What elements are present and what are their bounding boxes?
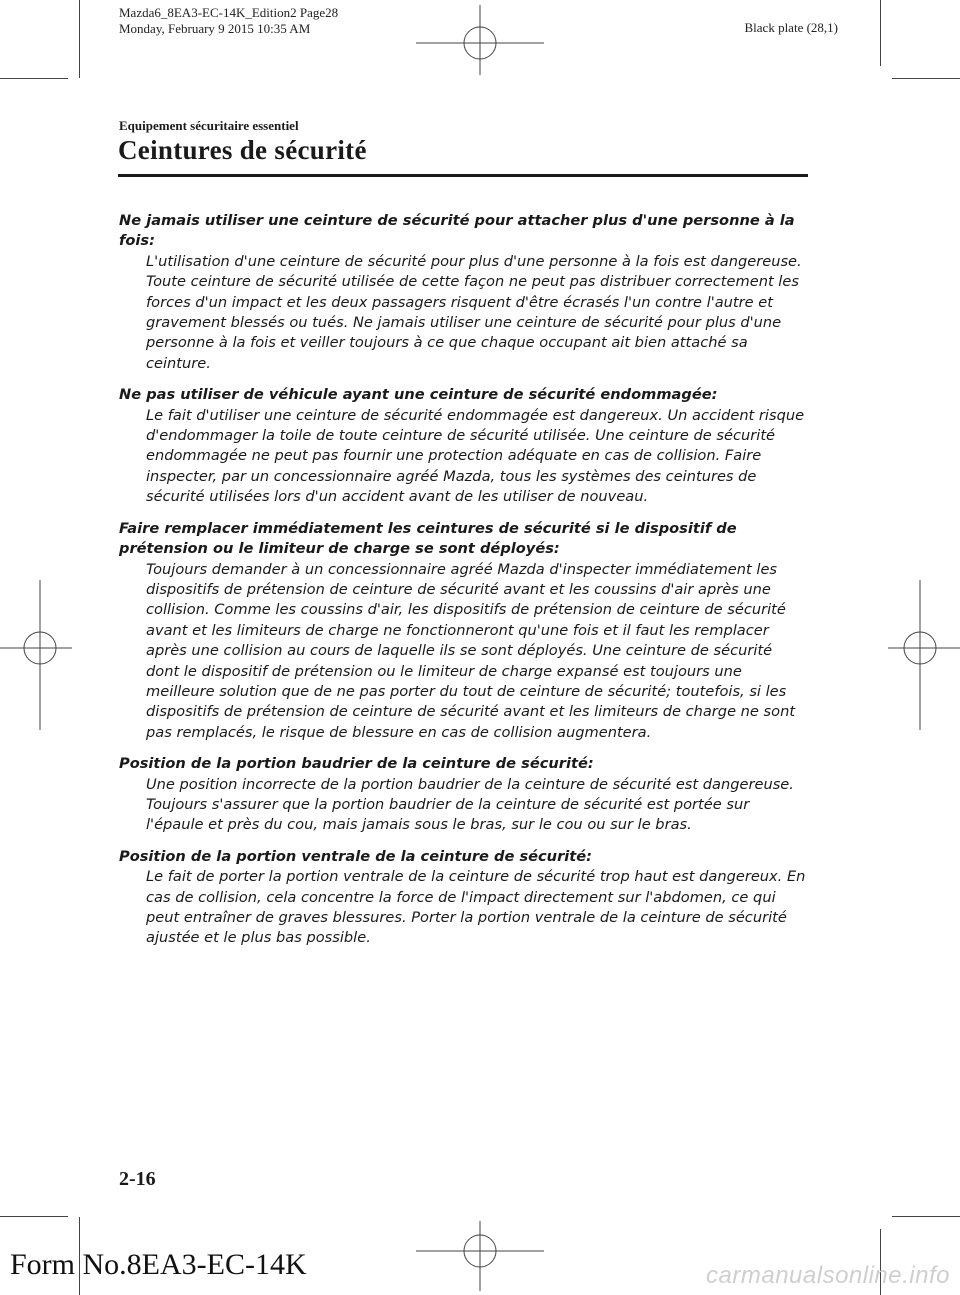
registration-mark-icon bbox=[888, 580, 960, 730]
registration-mark-icon bbox=[416, 5, 544, 75]
crop-mark bbox=[0, 1216, 68, 1217]
crop-mark bbox=[892, 78, 960, 79]
warning-item bbox=[119, 847, 809, 949]
warning-body: Une position incorrecte de la portion baudrier de la ceinture de sécurité est dangereuse. Toujours s'assurer que la portion baudrier de la ceinture de sécurité est portée sur l'épaule et près du cou, mais jamais sous le bras, sur le cou ou sur le bras. bbox=[146, 775, 794, 834]
warning-item bbox=[119, 385, 809, 507]
registration-mark-icon bbox=[0, 580, 72, 730]
warning-body: Toujours demander à un concessionnaire agréé Mazda d'inspecter immédiatement les dispositifs de prétension de ceinture de sécurité avant et les coussins d'air après une collision. Comme les coussins d'air, les dispositifs de prétension de ceinture de sécurité avant et les limiteurs de charge ne fonctionneront qu'une fois et il faut les remplacer après une collision au cours de laquelle ils se sont déployés. Une ceinture de sécurité dont le dispositif de prétension ou le limiteur de charge expansé est toujours une meilleure solution que de ne pas porter du tout de ceinture de sécurité; toutefois, si les dispositifs de prétension de ceinture de sécurité avant et les limiteurs de charge ne sont pas remplacés, le risque de blessure en cas de collision augmentera. bbox=[146, 560, 796, 741]
warning-heading: Position de la portion ventrale de la ceinture de sécurité: bbox=[119, 847, 592, 865]
print-file-name: Mazda6_8EA3-EC-14K_Edition2 Page28 bbox=[119, 5, 339, 20]
warning-body: Le fait d'utiliser une ceinture de sécurité endommagée est dangereux. Un accident risque d'endommager la toile de toute ceinture de sécurité utilisée. Une ceinture de sécurité endommagée ne peut pas fournir une protection adéquate en cas de collision. Faire inspecter, par un concessionnaire agréé Mazda, tous les systèmes des ceintures de sécurité utilisées lors d'un accident avant de les utiliser de nouveau. bbox=[146, 406, 805, 506]
warning-item bbox=[119, 211, 809, 374]
warning-list bbox=[119, 211, 809, 960]
crop-mark bbox=[880, 0, 881, 66]
warning-item bbox=[119, 519, 809, 743]
crop-mark bbox=[0, 78, 68, 79]
warning-heading: Ne jamais utiliser une ceinture de sécurité pour attacher plus d'une personne à la fois: bbox=[119, 212, 795, 250]
page-title: Ceintures de sécurité bbox=[118, 135, 367, 165]
print-file-info bbox=[119, 5, 338, 37]
warning-body: L'utilisation d'une ceinture de sécurité pour plus d'une personne à la fois est dangereuse. Toute ceinture de sécurité utilisée de cette façon ne peut pas distribuer correctement les forces d'un impact et les deux passagers risquent d'être écrasés l'un contre l'autre et gravement blessés ou tués. Ne jamais utiliser une ceinture de sécurité pour plus d'une personne à la fois et veiller toujours à ce que chaque occupant ait bien attaché sa ceinture. bbox=[146, 252, 802, 372]
page-number: 2-16 bbox=[119, 1168, 156, 1190]
warning-heading: Position de la portion baudrier de la ceinture de sécurité: bbox=[119, 755, 594, 773]
warning-heading: Ne pas utiliser de véhicule ayant une ceinture de sécurité endommagée: bbox=[119, 386, 718, 404]
warning-body: Le fait de porter la portion ventrale de la ceinture de sécurité trop haut est dangereux. En cas de collision, cela concentre la force de l'impact directement sur l'abdomen, ce qui peut entraîner de graves blessures. Porter la portion ventrale de la ceinture de sécurité ajustée et le plus bas possible. bbox=[146, 868, 806, 947]
form-number: Form No.8EA3-EC-14K bbox=[10, 1248, 307, 1281]
title-rule bbox=[118, 174, 808, 177]
print-timestamp: Monday, February 9 2015 10:35 AM bbox=[119, 21, 311, 36]
registration-mark-icon bbox=[416, 1221, 544, 1291]
plate-label: Black plate (28,1) bbox=[744, 20, 838, 35]
crop-mark bbox=[892, 1216, 960, 1217]
warning-heading: Faire remplacer immédiatement les ceintures de sécurité si le dispositif de prétension ou le limiteur de charge se sont déployés: bbox=[119, 519, 737, 558]
crop-mark bbox=[79, 0, 80, 78]
watermark: carmanualsonline.info bbox=[706, 1262, 950, 1289]
section-label: Equipement sécuritaire essentiel bbox=[119, 118, 299, 133]
warning-item bbox=[119, 754, 809, 836]
